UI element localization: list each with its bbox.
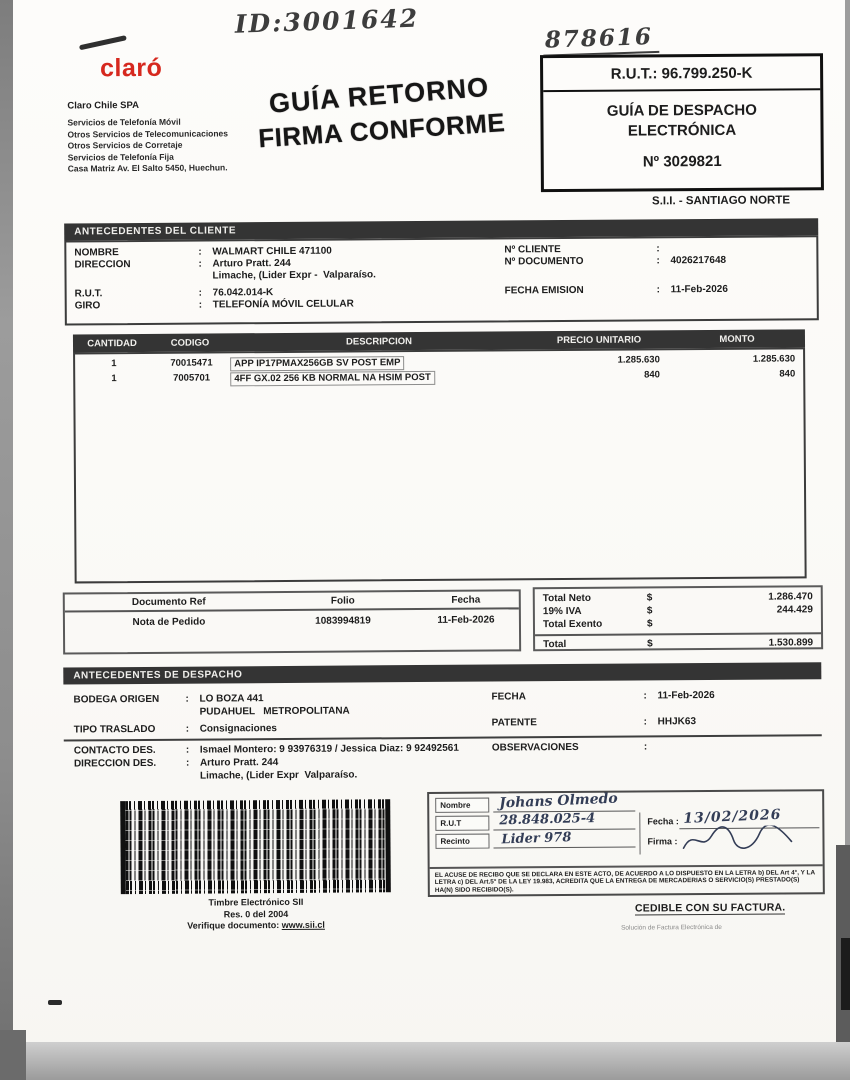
colon: : xyxy=(643,690,647,702)
field-label: DIRECCION xyxy=(74,259,131,271)
client-rut-row xyxy=(75,287,274,299)
exento-row xyxy=(535,616,821,631)
item-monto: 840 xyxy=(779,368,796,380)
field-label: Nº DOCUMENTO xyxy=(504,255,584,268)
field-value: LO BOZA 441 xyxy=(199,693,264,705)
total-label: Total Exento xyxy=(542,618,603,631)
scan-edge-left xyxy=(0,0,13,1080)
direccion-des-row2 xyxy=(74,769,357,782)
timbre-line2: Res. 0 del 2004 xyxy=(223,908,289,919)
company-name: Claro Chile SPA xyxy=(67,99,139,112)
currency-sign: $ xyxy=(646,592,653,604)
field-label: FECHA EMISION xyxy=(504,284,584,297)
col-codigo: CODIGO xyxy=(170,337,210,349)
total-value: 1.286.470 xyxy=(768,591,813,603)
cedible-note: CEDIBLE CON SU FACTURA. xyxy=(634,901,786,915)
handwritten-fecha: 13/02/2026 xyxy=(683,806,782,827)
item-codigo: 7005701 xyxy=(173,372,211,384)
company-line: Casa Matriz Av. El Salto 5450, Huechun. xyxy=(67,162,228,174)
currency-sign: $ xyxy=(646,618,653,630)
fecha-row xyxy=(491,690,714,703)
colon: : xyxy=(185,744,190,756)
recinto-label: Recinto xyxy=(435,834,489,849)
scan-tick-mark xyxy=(48,1000,62,1005)
field-value: Consignaciones xyxy=(199,723,277,735)
sii-url: www.sii.cl xyxy=(281,919,325,931)
doc-ref-table xyxy=(63,589,521,654)
field-label: PATENTE xyxy=(491,717,537,729)
item-descripcion-text: 4FF GX.02 256 KB NORMAL NA HSIM POST xyxy=(230,371,434,386)
client-box xyxy=(64,235,819,325)
scan-edge-bottom xyxy=(0,1042,850,1080)
document-type: GUÍA DE DESPACHO ELECTRÓNICA xyxy=(606,101,757,140)
colon: : xyxy=(656,255,660,267)
total-value xyxy=(677,616,813,630)
receipt-box xyxy=(427,789,825,897)
field-label: BODEGA ORIGEN xyxy=(73,693,160,706)
items-table-body xyxy=(73,347,807,583)
ref-col-doc: Documento Ref xyxy=(131,596,206,608)
scan-corner-bottom-left xyxy=(0,1030,26,1080)
field-value: 11-Feb-2026 xyxy=(657,689,715,702)
item-monto: 1.285.630 xyxy=(752,353,796,365)
field-label: DIRECCION DES. xyxy=(73,757,157,770)
contacto-row xyxy=(74,743,459,757)
colon: : xyxy=(656,243,660,255)
dispatch-section-header: ANTECEDENTES DE DESPACHO xyxy=(63,662,821,684)
field-value: Limache, (Lider Expr Valparaíso. xyxy=(199,769,358,782)
pen-mark xyxy=(79,35,127,50)
issuer-rut: R.U.T.: 96.799.250-K xyxy=(610,64,753,83)
colon: : xyxy=(198,258,202,270)
colon: : xyxy=(198,299,203,311)
item-precio: 1.285.630 xyxy=(617,354,660,366)
fecha-label: Fecha : xyxy=(647,816,679,827)
field-label: NOMBRE xyxy=(74,247,119,259)
handwritten-rut: 28.848.025-4 xyxy=(499,810,596,829)
field-value: WALMART CHILE 471100 xyxy=(212,245,332,258)
field-value: 11-Feb-2026 xyxy=(670,283,728,296)
field-label: OBSERVACIONES xyxy=(491,741,579,754)
handwritten-recinto: Lider 978 xyxy=(501,830,572,848)
field-value: HHJK63 xyxy=(657,716,697,728)
field-label: FECHA xyxy=(491,691,526,703)
nombre-label: Nombre xyxy=(435,798,489,813)
ref-col-folio: Folio xyxy=(330,594,355,607)
company-lines xyxy=(67,116,228,175)
client-direccion-row2 xyxy=(74,269,375,282)
client-section-header: ANTECEDENTES DEL CLIENTE xyxy=(64,218,818,240)
total-value: 1.530.899 xyxy=(768,637,814,649)
colon: : xyxy=(185,723,190,735)
field-value: Limache, (Lider Expr - Valparaíso. xyxy=(212,269,376,282)
ref-fecha: 11-Feb-2026 xyxy=(437,614,495,626)
field-value: Ismael Montero: 9 93976319 / Jessica Diaz: 9 92492561 xyxy=(199,742,459,756)
timbre-line3 xyxy=(131,919,381,932)
field-value: 76.042.014-K xyxy=(212,287,274,299)
bodega-row xyxy=(73,693,263,705)
company-line: Servicios de Telefonía Fija xyxy=(67,151,174,162)
item-cantidad: 1 xyxy=(111,373,117,385)
divider xyxy=(639,813,640,855)
stamp-line1: GUÍA RETORNO xyxy=(267,71,491,119)
currency-sign: $ xyxy=(646,605,653,617)
item-descripcion xyxy=(230,370,528,386)
claro-logo: claró xyxy=(99,53,163,83)
client-direccion-row xyxy=(74,258,290,271)
currency-sign: $ xyxy=(647,638,653,650)
company-line: Otros Servicios de Corretaje xyxy=(67,139,183,151)
legal-text: EL ACUSE DE RECIBO QUE SE DECLARA EN ESTE ACTO, DE ACUERDO A LO DISPUESTO EN LA LETRA b) DEL Art 4°, Y LA LETRA c) DEL Art.5° DE LA LEY 19.983, ACREDITA QUE LA ENTREGA DE MERCADERIAS O SERVICIO(S) PRESTADO(S) HA(N) SIDO RECIBIDO(S). xyxy=(430,864,823,895)
field-label: GIRO xyxy=(74,300,101,312)
sii-office: S.I.I. - SANTIAGO NORTE xyxy=(651,194,791,208)
client-giro-row xyxy=(75,298,354,311)
verify-text: Verifique documento: xyxy=(187,920,282,931)
colon: : xyxy=(185,757,190,769)
colon: : xyxy=(185,693,189,705)
total-label: Total Neto xyxy=(542,592,591,605)
field-value: TELEFONÍA MÓVIL CELULAR xyxy=(212,298,354,311)
field-label: R.U.T. xyxy=(74,288,103,300)
field-label: Nº CLIENTE xyxy=(504,244,561,256)
col-precio: PRECIO UNITARIO xyxy=(556,333,642,346)
patente-row xyxy=(492,716,696,728)
total-row xyxy=(535,636,821,651)
dispatch-guide-box xyxy=(540,53,824,192)
colon: : xyxy=(198,287,203,299)
spacer xyxy=(74,771,200,783)
totals-box xyxy=(533,585,823,651)
total-label: 19% IVA xyxy=(542,605,582,618)
document-number: Nº 3029821 xyxy=(642,152,722,171)
scan-mark-right xyxy=(841,938,850,1010)
observaciones-row xyxy=(492,741,658,753)
divider xyxy=(64,734,822,741)
ref-folio: 1083994819 xyxy=(315,615,371,627)
col-descripcion: DESCRIPCION xyxy=(345,335,413,348)
col-monto: MONTO xyxy=(719,333,755,345)
doc-ref-row xyxy=(65,609,519,628)
field-value: Arturo Pratt. 244 xyxy=(212,257,291,270)
client-nombre-row xyxy=(74,246,332,259)
firma-label: Firma : xyxy=(647,836,678,847)
timbre-caption xyxy=(131,896,381,932)
colon: : xyxy=(198,246,202,258)
rut-label: R.U.T xyxy=(435,816,489,831)
item-precio: 840 xyxy=(644,369,660,381)
timbre-line1: Timbre Electrónico SII xyxy=(208,896,304,908)
company-line: Servicios de Telefonía Móvil xyxy=(67,116,181,128)
field-label: CONTACTO DES. xyxy=(73,744,156,757)
spacer xyxy=(74,707,200,719)
colon: : xyxy=(656,284,661,296)
client-ncliente-row xyxy=(504,243,670,255)
divider xyxy=(543,88,820,92)
ref-doc: Nota de Pedido xyxy=(132,616,206,629)
field-value: PUDAHUEL METROPOLITANA xyxy=(199,705,350,718)
total-label: Total xyxy=(543,639,567,651)
item-codigo: 70015471 xyxy=(170,357,213,369)
item-descripcion-text: APP IP17PMAX256GB SV POST EMP xyxy=(230,356,404,371)
ref-col-fecha: Fecha xyxy=(451,594,481,606)
spacer xyxy=(74,271,198,283)
field-value: Arturo Pratt. 244 xyxy=(199,757,279,769)
client-fecha-row xyxy=(505,284,728,297)
return-stamp xyxy=(253,71,507,156)
item-descripcion xyxy=(230,355,528,371)
item-cantidad: 1 xyxy=(111,358,117,370)
bodega-row2 xyxy=(74,706,350,719)
total-value: 244.429 xyxy=(776,604,813,616)
colon: : xyxy=(643,716,648,728)
company-line: Otros Servicios de Telecomunicaciones xyxy=(67,127,229,139)
direccion-des-row xyxy=(74,757,278,769)
spacer xyxy=(198,270,212,281)
tipo-traslado-row xyxy=(74,723,277,735)
stamp-line2: FIRMA CONFORME xyxy=(257,107,507,154)
provider-note: Solución de Factura Electrónica de xyxy=(621,923,722,932)
handwritten-id: ID:3001642 xyxy=(234,3,420,39)
col-cantidad: CANTIDAD xyxy=(87,337,137,349)
client-ndocumento-row xyxy=(504,255,726,268)
field-value: 4026217648 xyxy=(670,254,727,267)
colon: : xyxy=(643,741,648,753)
pdf417-barcode xyxy=(120,799,391,894)
field-label: TIPO TRASLADO xyxy=(73,723,156,736)
signature xyxy=(681,825,793,854)
handwritten-nombre: Johans Olmedo xyxy=(498,790,619,812)
handwritten-number: 878616 xyxy=(542,23,659,57)
